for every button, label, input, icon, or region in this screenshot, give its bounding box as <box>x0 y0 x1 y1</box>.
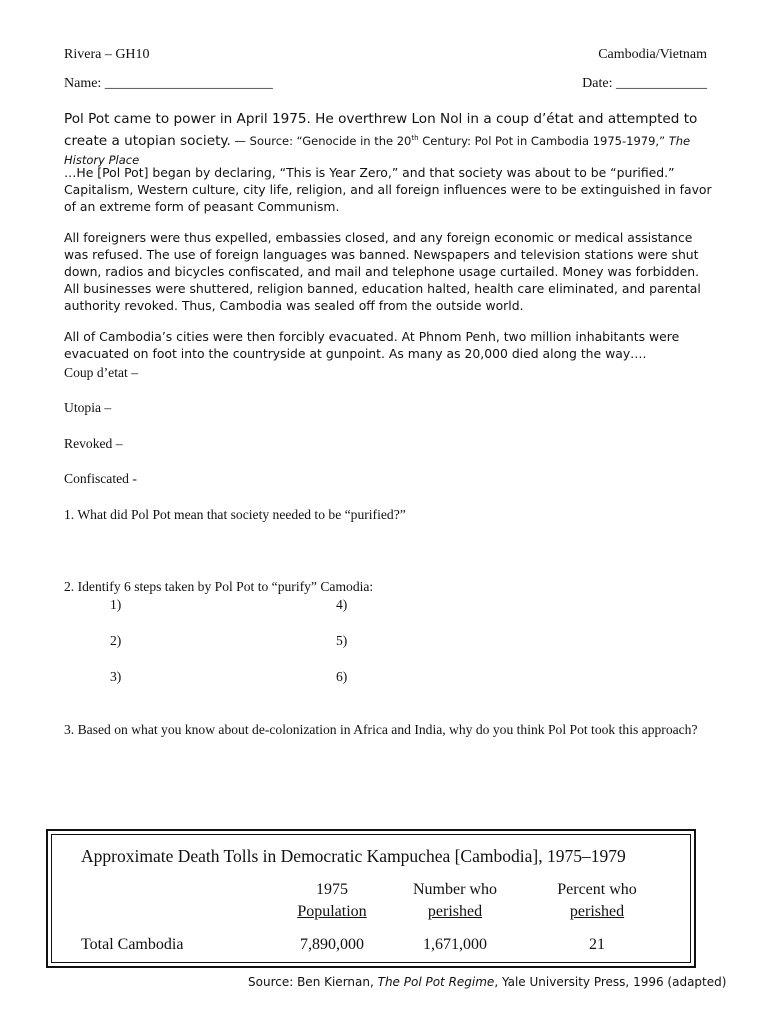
step-2-label: 2) <box>110 633 122 648</box>
step-5-label: 5) <box>336 633 348 648</box>
death-toll-table <box>46 829 696 968</box>
question-1: 1. What did Pol Pot mean that society needed to be “purified?” <box>64 507 406 522</box>
vocab-confiscated: Confiscated - <box>64 471 137 486</box>
reading-paragraph-3: All of Cambodia’s cities were then forcibly evacuated. At Phnom Penh, two million inhabitants were evacuated on foot into the countryside at gunpoint. As many as 20,000 died along the way…. <box>64 329 680 361</box>
vocab-coup-detat: Coup d’etat – <box>64 365 138 380</box>
step-4-label: 4) <box>336 597 348 612</box>
intro-source: — Source: “Genocide in the 20th Century: Pol Pot in Cambodia 1975-1979,” The History Place <box>64 133 691 167</box>
step-1-label: 1) <box>110 597 122 612</box>
step-3-label: 3) <box>110 669 122 684</box>
intro-paragraph <box>64 110 714 170</box>
name-field: Name: ________________________ <box>64 76 273 91</box>
unit-label: Cambodia/Vietnam <box>598 47 707 62</box>
date-field: Date: _____________ <box>582 76 707 91</box>
cell-perished: 1,671,000 <box>423 936 487 953</box>
col-perished-header: Number who perished <box>413 881 497 920</box>
question-2: 2. Identify 6 steps taken by Pol Pot to “purify” Camodia: <box>64 579 374 594</box>
cell-percent: 21 <box>589 936 605 953</box>
question-3: 3. Based on what you know about de-colonization in Africa and India, why do you think Pol Pot took this approach? <box>64 722 698 737</box>
table-inner-border <box>51 834 691 963</box>
step-6-label: 6) <box>336 669 348 684</box>
row-label: Total Cambodia <box>81 936 184 953</box>
cell-population: 7,890,000 <box>300 936 364 953</box>
course-label: Rivera – GH10 <box>64 47 150 62</box>
col-population-header: 1975 Population <box>297 881 367 920</box>
table-source: Source: Ben Kiernan, The Pol Pot Regime, Yale University Press, 1996 (adapted) <box>248 975 727 989</box>
table-title: Approximate Death Tolls in Democratic Kampuchea [Cambodia], 1975–1979 <box>81 846 626 866</box>
reading-paragraph-1: …He [Pol Pot] began by declaring, “This is Year Zero,” and that society was about to be “purified.” Capitalism, Western culture, city life, religion, and all foreign influences were to be extinguished in favor of an extreme form of peasant Communism. <box>64 165 712 214</box>
vocab-utopia: Utopia – <box>64 400 112 415</box>
reading-paragraph-2: All foreigners were thus expelled, embassies closed, and any foreign economic or medical assistance was refused. The use of foreign languages was banned. Newspapers and television stations were shut down, radios and bicycles confiscated, and mail and telephone usage curtailed. Money was forbidden. All businesses were shuttered, religion banned, education halted, health care eliminated, and parental authority revoked. Thus, Cambodia was sealed off from the outside world. <box>64 230 701 313</box>
vocab-revoked: Revoked – <box>64 436 123 451</box>
intro-main: Pol Pot came to power in April 1975. He overthrew Lon Nol in a coup d’état and attempted to create a utopian society. <box>64 111 698 149</box>
col-percent-header: Percent who perished <box>557 881 637 920</box>
